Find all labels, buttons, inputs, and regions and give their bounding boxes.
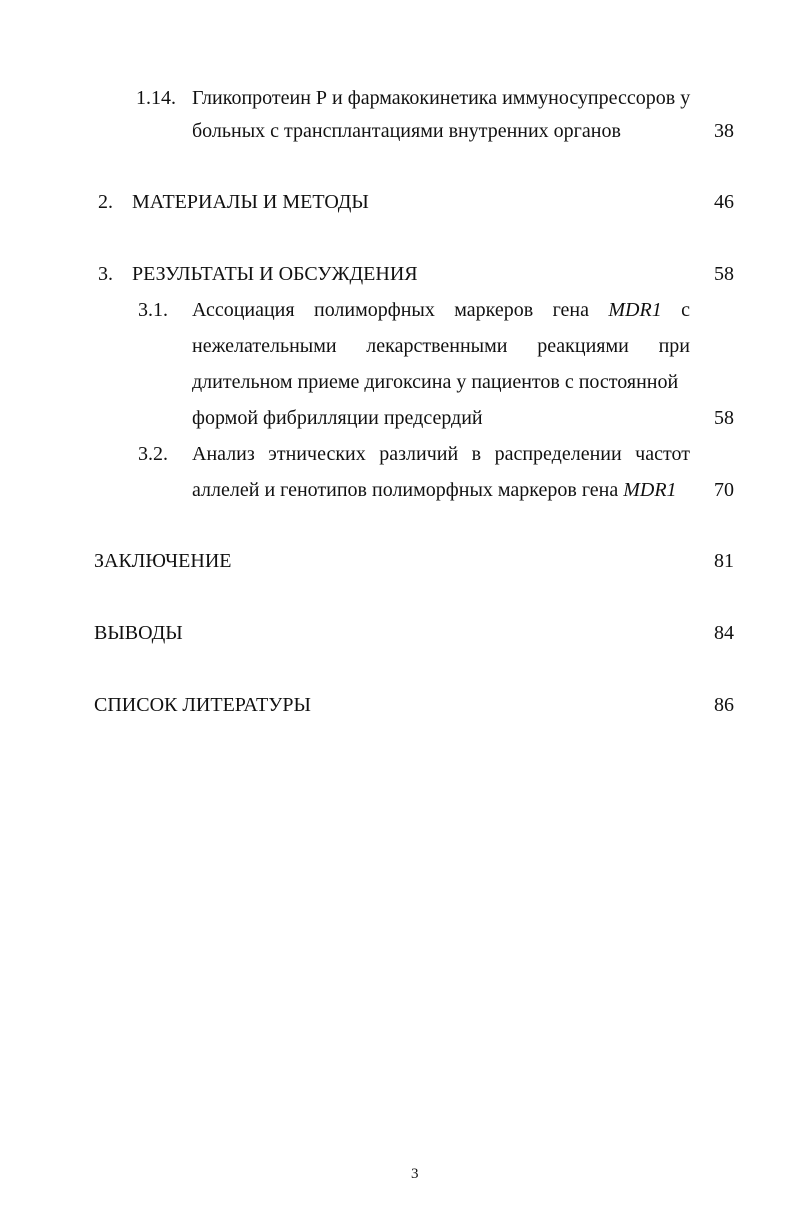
word: Ассоциация bbox=[192, 299, 295, 321]
word: лекарственными bbox=[366, 335, 508, 357]
toc-title-3-1-line1 bbox=[192, 298, 690, 322]
toc-title-3-2-line1 bbox=[192, 442, 690, 466]
word: с bbox=[681, 299, 690, 321]
toc-number-3: 3. bbox=[98, 263, 113, 285]
toc-page-2: 46 bbox=[714, 191, 734, 213]
word: нежелательными bbox=[192, 335, 337, 357]
gene-name: MDR1 bbox=[608, 299, 662, 321]
gene-name: MDR1 bbox=[623, 479, 677, 501]
toc-title-2: МАТЕРИАЛЫ И МЕТОДЫ bbox=[132, 191, 369, 213]
toc-title-3: РЕЗУЛЬТАТЫ И ОБСУЖДЕНИЯ bbox=[132, 263, 418, 285]
toc-title-1-14-line1: Гликопротеин Р и фармакокинетика иммуносупрессоров у bbox=[192, 87, 691, 109]
toc-title-findings: ВЫВОДЫ bbox=[94, 622, 183, 644]
toc-title-3-1-line3: длительном приеме дигоксина у пациентов с постоянной bbox=[192, 371, 679, 393]
page-number: 3 bbox=[411, 1166, 419, 1182]
toc-page-findings: 84 bbox=[714, 622, 734, 644]
word: различий bbox=[379, 443, 459, 465]
toc-number-1-14: 1.14. bbox=[136, 87, 176, 109]
word: в bbox=[471, 443, 482, 465]
toc-title-3-1-line4: формой фибрилляции предсердий bbox=[192, 407, 483, 429]
toc-page-1-14: 38 bbox=[714, 120, 734, 142]
toc-page-3-2: 70 bbox=[714, 479, 734, 501]
toc-number-3-1: 3.1. bbox=[138, 299, 168, 321]
word: этнических bbox=[268, 443, 366, 465]
toc-page-conclusion: 81 bbox=[714, 550, 734, 572]
word: распределении bbox=[494, 443, 622, 465]
word: частот bbox=[635, 443, 690, 465]
word: Анализ bbox=[192, 443, 255, 465]
word: маркеров bbox=[454, 299, 534, 321]
toc-title-references: СПИСОК ЛИТЕРАТУРЫ bbox=[94, 694, 311, 716]
toc-number-3-2: 3.2. bbox=[138, 443, 168, 465]
toc-page-references: 86 bbox=[714, 694, 734, 716]
toc-title-1-14-line2: больных с трансплантациями внутренних органов bbox=[192, 120, 621, 142]
toc-title-conclusion: ЗАКЛЮЧЕНИЕ bbox=[94, 550, 232, 572]
toc-page-3-1: 58 bbox=[714, 407, 734, 429]
toc-title-3-2-text: аллелей и генотипов полиморфных маркеров гена bbox=[192, 479, 619, 501]
word: реакциями bbox=[537, 335, 629, 357]
toc-title-3-1-line2 bbox=[192, 334, 690, 358]
word: гена bbox=[552, 299, 589, 321]
toc-title-3-2-line2 bbox=[192, 478, 677, 502]
toc-number-2: 2. bbox=[98, 191, 113, 213]
word: полиморфных bbox=[313, 299, 435, 321]
word: при bbox=[658, 335, 690, 357]
toc-page-3: 58 bbox=[714, 263, 734, 285]
